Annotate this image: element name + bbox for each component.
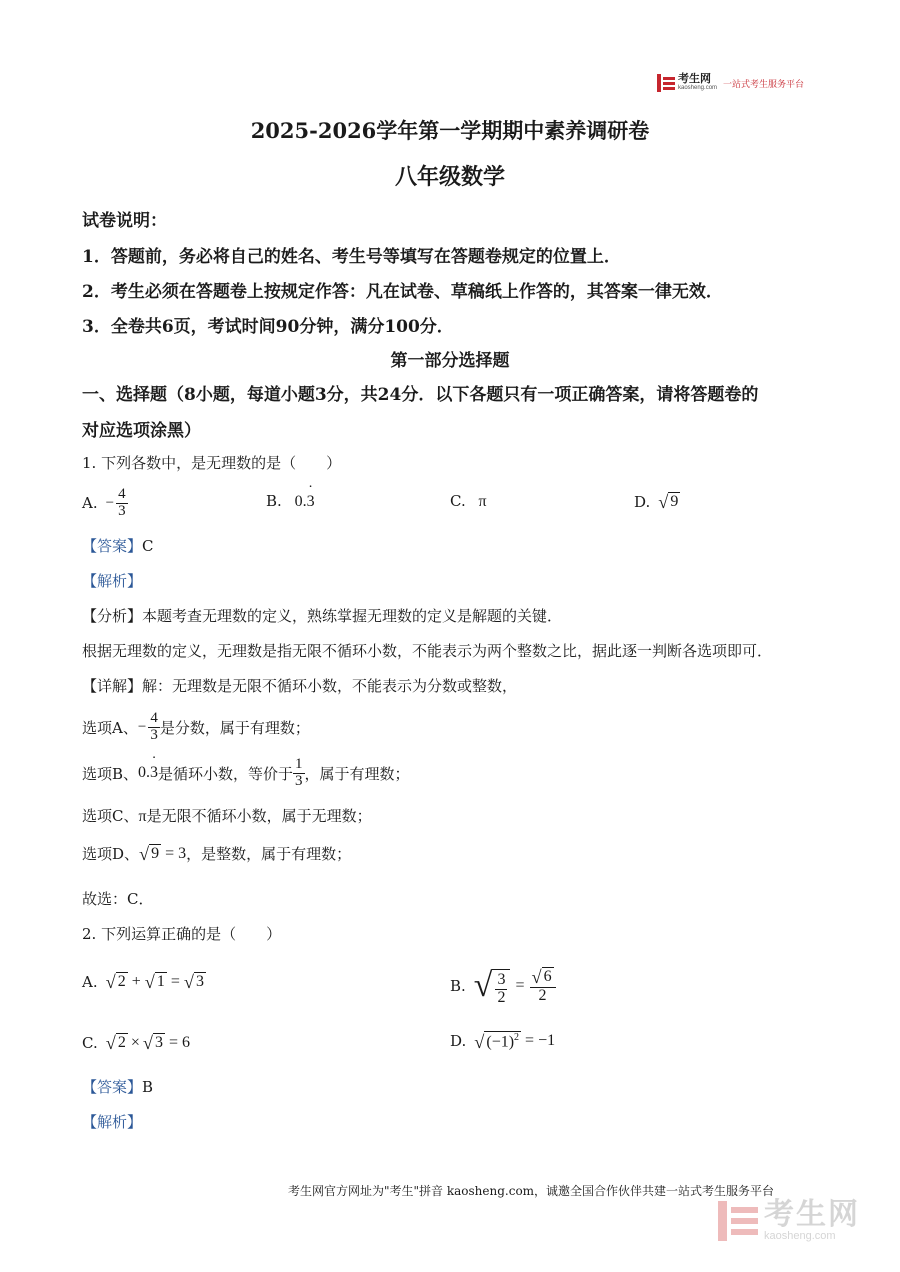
q2-answer: [82, 1076, 153, 1097]
q1-conclusion: 故选：C．: [82, 890, 154, 908]
sqrt-expression: [474, 965, 511, 1007]
base: (−1): [486, 1033, 515, 1051]
q1-option-d: [634, 492, 680, 511]
equals-result: = −1: [525, 1032, 556, 1050]
equals-result: = 3: [165, 844, 187, 862]
denominator: 3: [295, 772, 303, 789]
pi-value: π: [478, 493, 487, 510]
numerator: [530, 967, 556, 987]
radical-icon: √: [531, 967, 542, 988]
q1-option-c: [450, 492, 487, 511]
decimal-int: 0.: [138, 764, 151, 781]
option-label: C.: [450, 492, 466, 510]
q1-detail: [82, 675, 517, 696]
q2-option-b: [450, 958, 556, 1014]
numerator: 4: [118, 485, 126, 502]
q2-stem: 2. 下列运算正确的是（ ）: [82, 925, 282, 943]
radical-icon: √: [144, 971, 155, 992]
fenxi-text: 本题考查无理数的定义，熟练掌握无理数的定义是解题的关键．: [142, 607, 563, 625]
footer-text: 考生网官方网址为"考生"拼音 kaosheng.com，诚邀全国合作伙伴共建一站式考生服务平台: [288, 1184, 775, 1198]
q1-detail-option-a: [82, 704, 310, 750]
fraction: [116, 487, 128, 520]
radical-icon: √: [105, 971, 116, 992]
option-label: D.: [634, 492, 651, 511]
line-prefix: 选项C、: [82, 807, 139, 825]
radicand: 9: [151, 844, 160, 862]
radicand: 6: [543, 968, 552, 986]
part1-title: 第一部分选择题: [390, 351, 510, 371]
repeating-decimal: [138, 764, 158, 782]
repeating-decimal: [295, 493, 315, 510]
exam-subject: 八年级数学: [394, 164, 505, 190]
line-prefix: 选项D、: [82, 845, 140, 863]
option-label: B.: [450, 977, 466, 995]
section-heading-line1: 一、选择题（8小题，每道小题3分，共24分．以下各题只有一项正确答案，请将答题卷的: [82, 385, 759, 405]
sqrt-expression: [184, 972, 206, 991]
line-suffix: 是无限不循环小数，属于无理数；: [146, 807, 372, 825]
minus-sign: −: [137, 718, 147, 735]
line-suffix: 是分数，属于有理数；: [159, 718, 310, 737]
q2-option-d: [450, 1031, 555, 1052]
line-suffix: ，是整数，属于有理数；: [186, 845, 352, 863]
repeat-digit: 3 ˙: [307, 493, 315, 511]
logo-name: 考生网: [678, 73, 711, 85]
answer-tag: 【答案】: [82, 1078, 143, 1096]
exam-title: 2025-2026学年第一学期期中素养调研卷: [250, 118, 650, 143]
header-logo[interactable]: [657, 74, 804, 92]
radical-icon: √: [139, 843, 150, 864]
numerator: 1: [295, 755, 303, 772]
radicand: 3: [154, 1034, 163, 1051]
times-sign: ×: [130, 1033, 140, 1051]
option-label: A.: [82, 972, 98, 991]
instruction-2: 2．考生必须在答题卷上按规定作答：凡在试卷、草稿纸上作答的，其答案一律无效．: [82, 282, 723, 302]
detail-tag: 【详解】: [82, 677, 143, 695]
radical-icon: √: [105, 1032, 116, 1053]
radicand: [492, 969, 510, 1007]
instructions-heading: 试卷说明：: [82, 211, 167, 231]
instruction-3: 3．全卷共6页，考试时间90分钟，满分100分．: [82, 317, 454, 337]
radicand: [484, 1031, 521, 1052]
plus-sign: +: [131, 972, 141, 990]
header-slogan: 一站式考生服务平台: [723, 78, 805, 89]
instruction-1: 1．答题前，务必将自己的姓名、考生号等填写在答题卷规定的位置上．: [82, 247, 621, 267]
denominator: 3: [150, 726, 158, 743]
line-mid: 是循环小数，等价于: [158, 764, 294, 783]
numerator: 3: [497, 971, 506, 989]
sqrt-expression: [145, 972, 167, 991]
section-heading-line2: 对应选项涂黑）: [82, 421, 201, 441]
fenxi-tag: 【分析】: [82, 607, 143, 625]
exponent: 2: [514, 1032, 520, 1043]
option-label: D.: [450, 1032, 467, 1051]
equals-result: = 6: [168, 1033, 190, 1051]
radical-icon: √: [474, 1032, 485, 1053]
denominator: 3: [118, 502, 126, 519]
sqrt-expression: [139, 844, 161, 863]
decimal-int: 0.: [294, 493, 307, 510]
q1-analysis-tag: 【解析】: [82, 572, 143, 590]
fraction: [148, 711, 160, 744]
q1-basis: 根据无理数的定义，无理数是指无限不循环小数，不能表示为两个整数之比，据此逐一判断各选项即可．: [82, 642, 773, 660]
line-prefix: 选项B、: [82, 764, 139, 783]
option-label: B.: [266, 492, 282, 510]
answer-value: C: [142, 537, 154, 555]
sqrt-expression: [143, 1033, 165, 1052]
option-label: C.: [82, 1033, 98, 1052]
radicand: 2: [117, 1034, 126, 1051]
q1-detail-option-d: [82, 843, 351, 864]
q1-fenxi: [82, 605, 562, 626]
sqrt-expression: [532, 967, 554, 986]
radicand: 9: [670, 493, 679, 510]
repeat-digit: 3 ˙: [150, 764, 158, 782]
numerator: 4: [150, 709, 158, 726]
q1-option-b: [266, 492, 315, 511]
equals-sign: =: [170, 972, 180, 990]
line-prefix: 选项A、: [82, 718, 138, 737]
detail-text: 解：无理数是无限不循环小数，不能表示为分数或整数，: [142, 677, 518, 695]
fraction: [293, 757, 305, 790]
radicand: 1: [156, 973, 165, 990]
answer-value: B: [142, 1078, 154, 1096]
q1-answer: [82, 535, 154, 556]
fraction: [495, 972, 507, 1007]
equals-sign: =: [515, 977, 525, 994]
line-suffix: ，属于有理数；: [304, 764, 410, 783]
q2-analysis-tag: 【解析】: [82, 1113, 143, 1131]
radicand: 2: [117, 973, 126, 990]
q1-detail-option-c: [82, 805, 372, 826]
radical-icon: √: [183, 971, 194, 992]
sqrt-expression: [106, 972, 128, 991]
watermark-url: kaosheng.com: [764, 1230, 836, 1242]
q1-detail-option-b: [82, 750, 410, 796]
watermark-name: 考生网: [764, 1198, 860, 1231]
radical-icon: √: [473, 967, 493, 1004]
kaosheng-logo-icon: [657, 74, 675, 92]
sqrt-expression: [106, 1033, 128, 1052]
denominator: 2: [497, 989, 506, 1007]
q1-stem: 1. 下列各数中，是无理数的是（ ）: [82, 454, 342, 472]
pi-symbol: π: [138, 808, 147, 825]
radicand: 3: [195, 973, 204, 990]
logo-url: kaosheng.com: [678, 85, 718, 91]
kaosheng-watermark-icon: [718, 1201, 758, 1241]
q1-option-a: [82, 480, 128, 526]
fraction: [530, 967, 556, 1004]
sqrt-expression: [474, 1031, 521, 1052]
minus-sign: −: [105, 494, 115, 511]
denominator: 2: [538, 986, 547, 1004]
option-label: A.: [82, 494, 98, 512]
q2-option-a: [82, 972, 206, 991]
q2-option-c: [82, 1033, 190, 1052]
radical-icon: √: [658, 491, 669, 512]
watermark: [718, 1200, 860, 1242]
radical-icon: √: [142, 1032, 153, 1053]
answer-tag: 【答案】: [82, 537, 143, 555]
sqrt-expression: [658, 492, 680, 511]
